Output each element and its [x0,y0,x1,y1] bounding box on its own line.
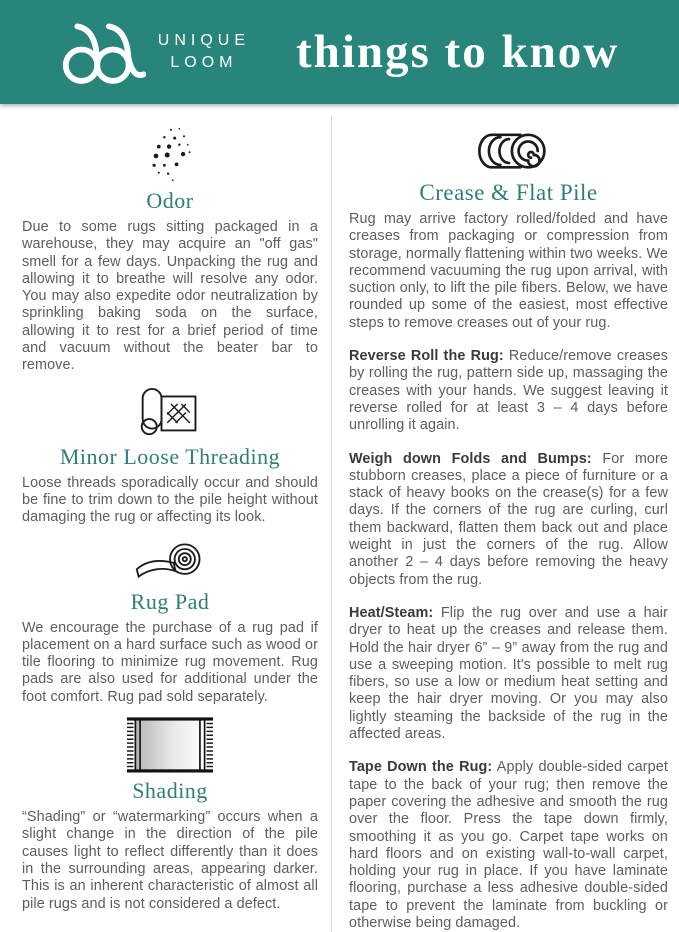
tip-label: Tape Down the Rug: [349,759,493,776]
rolled-rug-side-icon [349,128,668,176]
tip-text: For more stubborn creases, place a piece of furniture or a stack of heavy books on the crease(s) for a few days. If the corners of the rug are curling, curl them backward, flatten them back out and place weight in just the corners of the rug. Allow another 2 – 4 days before removing the heavy objects from the rug. [349,450,669,588]
fringed-rug-shading-icon [22,716,318,774]
brand-name-line1: UNIQUE [157,32,251,50]
left-column [0,116,332,932]
section-odor [22,126,318,375]
section-title: Odor [146,188,194,213]
tip-label: Heat/Steam: [349,604,434,621]
tip-tape-down [349,759,668,932]
section-rug-pad [22,537,318,706]
tip-text: Reduce/remove creases by rolling the rug, pattern side up, massaging the creases with your hands. We suggest leaving it reverse rolled for at least 3 – 4 days before unrolling it again. [349,348,668,434]
content-area [0,104,679,932]
brand-lockup [60,17,250,87]
section-shading [22,716,318,913]
section-title: Shading [132,778,208,804]
tip-reverse-roll [349,348,668,434]
section-title: Rug Pad [130,588,210,614]
page-title: things to know [296,26,620,78]
tip-heat-steam [349,605,668,743]
tip-weigh-down [349,451,668,589]
odor-speckles-icon [22,126,318,184]
rug-pad-roll-icon [22,537,318,585]
section-title: Crease & Flat Pile [419,180,598,205]
section-body: We encourage the purchase of a rug pad if placement on a hard surface such as wood or tile flooring to minimize rug movement. Rug pads are also used for additional under the foot comfort. Rug pad sold separately. [22,619,318,705]
brand-name [158,30,250,73]
tip-text: Apply double-sided carpet tape to the back of your rug; then remove the paper covering the adhesive and smooth the rug over the floor. Press the tape down firmly, smoothing it as you go. Carpet tape works on hard floors and on existing wall-to-wall carpet, holding your rug in place. If you have laminate flooring, purchase a less adhesive double-sided tape to prevent the laminate from buckling or otherwise being damaged. [349,759,668,931]
rolled-rug-corner-icon [22,385,318,440]
section-title: Minor Loose Threading [59,443,281,469]
section-body: Loose threads sporadically occur and should be fine to trim down to the pile height without damaging the rug or affecting its look. [22,474,318,526]
right-column [332,116,679,932]
section-crease-flat-pile [349,128,668,332]
tip-label: Weigh down Folds and Bumps: [349,450,592,467]
section-body: Rug may arrive factory rolled/folded and have creases from packaging or compression from storage, normally flattening within two weeks. We recommend vacuuming the rug upon arrival, with suction only, to lift the pile fibers. Below, we have rounded up some of the easiest, most effective steps to remove creases out of your rug. [349,211,668,331]
unique-loom-logo-icon [60,17,146,87]
header-banner [0,0,679,104]
brand-name-line2: LOOM [170,54,238,71]
tip-label: Reverse Roll the Rug: [349,348,504,365]
section-body: “Shading” or “watermarking” occurs when a slight change in the direction of the pile causes light to reflect differently than it does in the surrounding areas, appearing darker. This is an inherent characteristic of almost all pile rugs and is not considered a defect. [22,809,318,912]
tip-text: Flip the rug over and use a hair dryer to heat up the creases and release them. Hold the hair dryer 6” – 9” away from the rug and use a sweeping motion. It's possible to melt rug fibers, so use a low or medium heat setting and keep the hair dryer moving. Or you may also lightly steaming the backside of the rug in the affected areas. [349,604,668,743]
section-body: Due to some rugs sitting packaged in a warehouse, they may acquire an "off gas" smell for a few days. Unpacking the rug and allowing it to breathe will resolve any odor. You may also expedite odor neutralization by sprinkling baking soda on the surface, allowing it to rest for a brief period of time and vacuum without the beater bar to remove. [22,219,318,374]
section-minor-loose-threading [22,385,318,527]
